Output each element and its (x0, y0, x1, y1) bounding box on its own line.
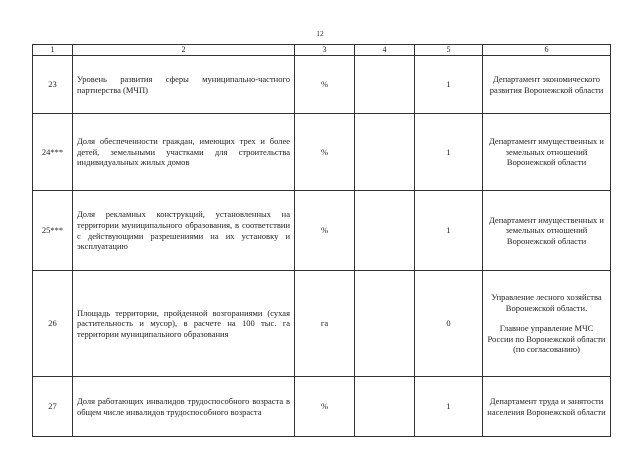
responsible-text: Департамент имущественных и земельных отношений Воронежской области (489, 136, 604, 168)
responsible-text: Главное управление МЧС России по Воронежской области (по согласованию) (487, 323, 606, 355)
value-cell: 1 (415, 114, 483, 191)
header-cell: 4 (355, 45, 415, 56)
unit-cell: % (295, 191, 355, 271)
row-number: 24*** (33, 114, 73, 191)
table-row (33, 191, 611, 271)
row-number: 26 (33, 271, 73, 377)
header-cell: 6 (483, 45, 611, 56)
table-header-row (33, 45, 611, 56)
header-cell: 1 (33, 45, 73, 56)
value-cell: 1 (415, 56, 483, 114)
table-row (33, 56, 611, 114)
responsible-cell (483, 56, 611, 114)
indicator-text: Доля обеспеченности граждан, имеющих трех и более детей, земельными участками для строительства индивидуальных жилых домов (73, 114, 295, 191)
unit-cell: % (295, 377, 355, 437)
page-number: 12 (316, 29, 324, 38)
unit-cell: % (295, 114, 355, 191)
empty-cell (355, 377, 415, 437)
row-number: 23 (33, 56, 73, 114)
value-cell: 1 (415, 377, 483, 437)
empty-cell (355, 271, 415, 377)
responsible-text: Департамент экономического развития Воронежской области (489, 73, 604, 95)
table-row (33, 271, 611, 377)
empty-cell (355, 191, 415, 271)
unit-cell: га (295, 271, 355, 377)
responsible-cell (483, 114, 611, 191)
table-row (33, 114, 611, 191)
row-number: 25*** (33, 191, 73, 271)
responsible-text: Департамент труда и занятости населения Воронежской области (487, 395, 606, 417)
responsible-cell (483, 271, 611, 377)
header-cell: 3 (295, 45, 355, 56)
responsible-text: Департамент имущественных и земельных отношений Воронежской области (489, 214, 604, 246)
empty-cell (355, 56, 415, 114)
value-cell: 0 (415, 271, 483, 377)
empty-cell (355, 114, 415, 191)
responsible-cell (483, 191, 611, 271)
unit-cell: % (295, 56, 355, 114)
header-cell: 2 (73, 45, 295, 56)
row-number: 27 (33, 377, 73, 437)
header-cell: 5 (415, 45, 483, 56)
responsible-cell (483, 377, 611, 437)
responsible-text: Управление лесного хозяйства Воронежской области. (491, 291, 602, 313)
indicator-text: Уровень развития сферы муниципально-частного партнерства (МЧП) (73, 56, 295, 114)
indicator-text: Площадь территории, пройденной возгораниями (сухая растительность и мусор), в расчете на 100 тыс. га территории муниципального образования (73, 271, 295, 377)
indicator-text: Доля рекламных конструкций, установленных на территории муниципального образования, в соответствии с действующими разрешениями на их установку и эксплуатацию (73, 191, 295, 271)
table-row (33, 377, 611, 437)
indicator-text: Доля работающих инвалидов трудоспособного возраста в общем числе инвалидов трудоспособного возраста (73, 377, 295, 437)
indicators-table (32, 44, 611, 437)
value-cell: 1 (415, 191, 483, 271)
